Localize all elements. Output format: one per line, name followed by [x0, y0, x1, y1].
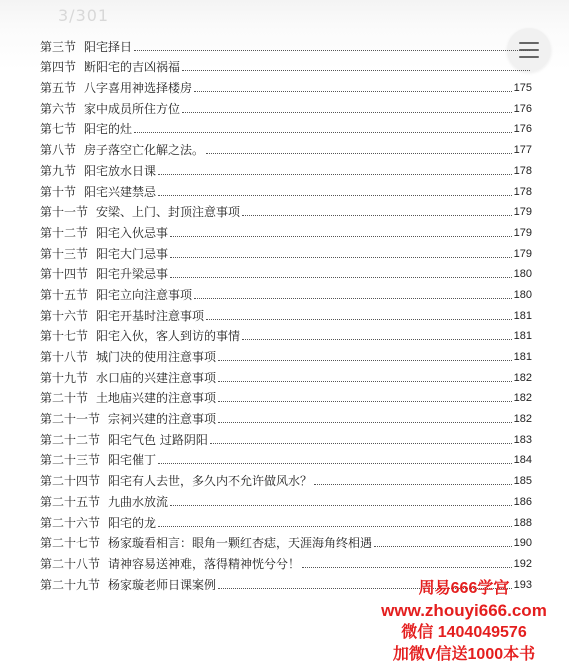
toc-dot-leader [134, 132, 512, 133]
toc-dot-leader [158, 174, 512, 175]
watermark-line-1: 周易666学宫 [418, 580, 510, 597]
toc-entry-number: 第十五节 [40, 287, 89, 302]
toc-entry-title: 八字喜用神选择楼房 [84, 81, 193, 96]
toc-entry-page: 180 [513, 268, 532, 281]
toc-entry-title: 宗祠兴建的注意事项 [108, 412, 217, 427]
toc-entry-number: 第十四节 [40, 267, 89, 282]
toc-entry[interactable] [40, 385, 532, 406]
watermark-url: www.zhouyi666.com [381, 601, 547, 620]
toc-entry-number: 第十节 [40, 184, 77, 199]
toc-entry[interactable] [40, 281, 532, 302]
watermark-line-4: 加微V信送1000本书 [392, 646, 536, 663]
toc-entry-page: 176 [513, 123, 532, 136]
toc-entry-title: 家中成员所住方位 [84, 101, 181, 116]
toc-entry-number: 第二十九节 [40, 577, 101, 592]
toc-entry-title: 阳宅开基时注意事项 [96, 308, 205, 323]
toc-entry[interactable] [40, 509, 532, 530]
toc-entry-number: 第九节 [40, 163, 77, 178]
toc-entry[interactable] [40, 302, 532, 323]
page-corner-number: 3/301 [58, 6, 110, 25]
toc-dot-leader [218, 360, 512, 361]
toc-entry-page: 182 [513, 392, 532, 405]
toc-entry[interactable] [40, 116, 532, 137]
toc-entry-title: 阳宅入伙忌事 [96, 225, 169, 240]
toc-dot-leader [182, 70, 530, 71]
toc-entry-page: 190 [513, 537, 532, 550]
toc-entry[interactable] [40, 33, 532, 54]
toc-entry[interactable] [40, 323, 532, 344]
toc-entry-number: 第十八节 [40, 350, 89, 364]
toc-dot-leader [218, 422, 512, 423]
toc-entry-title: 阳宅气色 过路阴阳 [108, 432, 208, 447]
toc-entry-number: 第十九节 [40, 370, 89, 385]
toc-entry-page: 184 [513, 454, 532, 467]
toc-entry-number: 第五节 [40, 81, 77, 96]
toc-entry-number: 第二十六节 [40, 515, 101, 530]
toc-dot-leader [374, 546, 512, 547]
toc-entry[interactable] [40, 343, 532, 364]
toc-dot-leader [158, 526, 512, 527]
toc-entry[interactable] [40, 136, 532, 157]
toc-entry-title: 请神容易送神难，落得精神恍兮兮！ [108, 556, 301, 571]
toc-entry-page: 185 [513, 475, 532, 488]
toc-entry-number: 第二十七节 [40, 536, 101, 551]
toc-entry-page: 179 [513, 226, 532, 239]
toc-entry[interactable] [40, 240, 532, 261]
toc-entry[interactable] [40, 157, 532, 178]
toc-entry-number: 第二十四节 [40, 474, 101, 489]
toc-entry-number: 第十七节 [40, 329, 89, 344]
toc-entry-number: 第三节 [40, 39, 77, 54]
toc-entry-page: 188 [513, 516, 532, 529]
toc-entry-number: 第二十节 [40, 391, 89, 406]
toc-entry-title: 阳宅升梁忌事 [96, 267, 169, 282]
toc-dot-leader [134, 50, 530, 51]
toc-entry[interactable] [40, 488, 532, 509]
toc-entry[interactable] [40, 219, 532, 240]
toc-dot-leader [242, 339, 512, 340]
toc-entry-title: 阳宅大门忌事 [96, 246, 169, 261]
toc-entry[interactable] [40, 95, 532, 116]
toc-entry-title: 阳宅有人去世，多久内不允许做风水？ [108, 474, 313, 489]
toc-entry-title: 阳宅放水日课 [84, 163, 157, 178]
toc-entry-page: 192 [513, 557, 532, 570]
toc-dot-leader [170, 236, 512, 237]
toc-dot-leader [206, 319, 512, 320]
toc-entry[interactable] [40, 447, 532, 468]
toc-dot-leader [218, 381, 512, 382]
toc-dot-leader [158, 195, 512, 196]
toc-entry[interactable] [40, 178, 532, 199]
toc-entry-title: 阳宅催丁 [108, 453, 157, 468]
toc-entry-title: 九曲水放流 [108, 494, 169, 509]
toc-dot-leader [206, 153, 512, 154]
toc-entry[interactable] [40, 426, 532, 447]
toc-entry[interactable] [40, 54, 532, 75]
toc-entry-page: 180 [513, 288, 532, 301]
toc-entry-page: 183 [513, 433, 532, 446]
toc-entry-number: 第二十三节 [40, 453, 101, 468]
toc-entry-number: 第二十五节 [40, 494, 101, 509]
toc-entry-page: 181 [513, 330, 532, 343]
toc-entry[interactable] [40, 364, 532, 385]
toc-entry-number: 第二十八节 [40, 556, 101, 571]
toc-entry-title: 杨家璇看相言：眼角一颗红杏痣，天涯海角终相遇 [108, 536, 373, 551]
toc-entry-page: 182 [513, 371, 532, 384]
toc-entry-page: 176 [513, 102, 532, 115]
toc-entry-number: 第十一节 [40, 205, 89, 220]
toc-entry-number: 第十二节 [40, 225, 89, 240]
toc-dot-leader [158, 463, 512, 464]
toc-entry-page: 193 [513, 578, 532, 591]
toc-entry[interactable] [40, 467, 532, 488]
toc-dot-leader [194, 298, 512, 299]
toc-entry-title: 阳宅择日 [84, 39, 133, 54]
toc-entry-title: 阳宅的龙 [108, 515, 157, 530]
toc-entry-page: 186 [513, 495, 532, 508]
watermark-line-3: 微信 1404049576 [401, 624, 527, 641]
toc-dot-leader [218, 401, 512, 402]
toc-entry-page: 177 [513, 144, 532, 157]
watermark [369, 578, 559, 666]
toc-entry-number: 第四节 [40, 60, 77, 75]
toc-entry-page: 182 [513, 413, 532, 426]
toc-entry-number: 第二十一节 [40, 412, 101, 427]
toc-dot-leader [170, 257, 512, 258]
toc-entry-title: 土地庙兴建的注意事项 [96, 391, 217, 406]
toc-dot-leader [242, 215, 512, 216]
toc-entry[interactable] [40, 405, 532, 426]
toc-entry-page: 181 [513, 351, 532, 363]
toc-entry-number: 第七节 [40, 122, 77, 137]
toc-entry-title: 房子落空亡化解之法。 [84, 143, 205, 158]
toc-entry[interactable] [40, 550, 532, 571]
toc-entry-title: 杨家璇老师日课案例 [108, 577, 217, 592]
toc-entry-number: 第十三节 [40, 246, 89, 261]
toc-entry-title: 断阳宅的吉凶祸福 [84, 60, 181, 75]
toc-entry-title: 阳宅入伙，客人到访的事情 [96, 329, 241, 344]
toc-dot-leader [182, 112, 512, 113]
toc-dot-leader [170, 505, 512, 506]
toc-dot-leader [194, 91, 512, 92]
toc-entry-page: 181 [513, 309, 532, 322]
toc-entry-page: 178 [513, 164, 532, 177]
toc-entry[interactable] [40, 261, 532, 282]
toc-entry-title: 阳宅的灶 [84, 122, 133, 137]
toc-entry-page: 179 [513, 206, 532, 219]
toc-entry-page: 175 [513, 82, 532, 95]
table-of-contents [40, 33, 532, 592]
toc-entry[interactable] [40, 199, 532, 220]
toc-dot-leader [302, 567, 512, 568]
toc-entry-title: 阳宅兴建禁忌 [84, 184, 157, 199]
toc-entry-number: 第二十二节 [40, 432, 101, 447]
toc-dot-leader [314, 484, 512, 485]
toc-entry-number: 第十六节 [40, 308, 89, 323]
toc-entry-title: 水口庙的兴建注意事项 [96, 370, 217, 385]
toc-entry[interactable] [40, 530, 532, 551]
toc-entry[interactable] [40, 74, 532, 95]
toc-entry-page: 179 [513, 247, 532, 260]
toc-entry-page: 178 [513, 185, 532, 198]
toc-entry-number: 第六节 [40, 101, 77, 116]
toc-dot-leader [170, 277, 512, 278]
toc-entry-number: 第八节 [40, 143, 77, 158]
toc-entry-title: 阳宅立向注意事项 [96, 287, 193, 302]
toc-entry-title: 安梁、上门、封顶注意事项 [96, 205, 241, 220]
toc-dot-leader [210, 443, 512, 444]
toc-entry-title: 城门决的使用注意事项 [96, 350, 217, 364]
